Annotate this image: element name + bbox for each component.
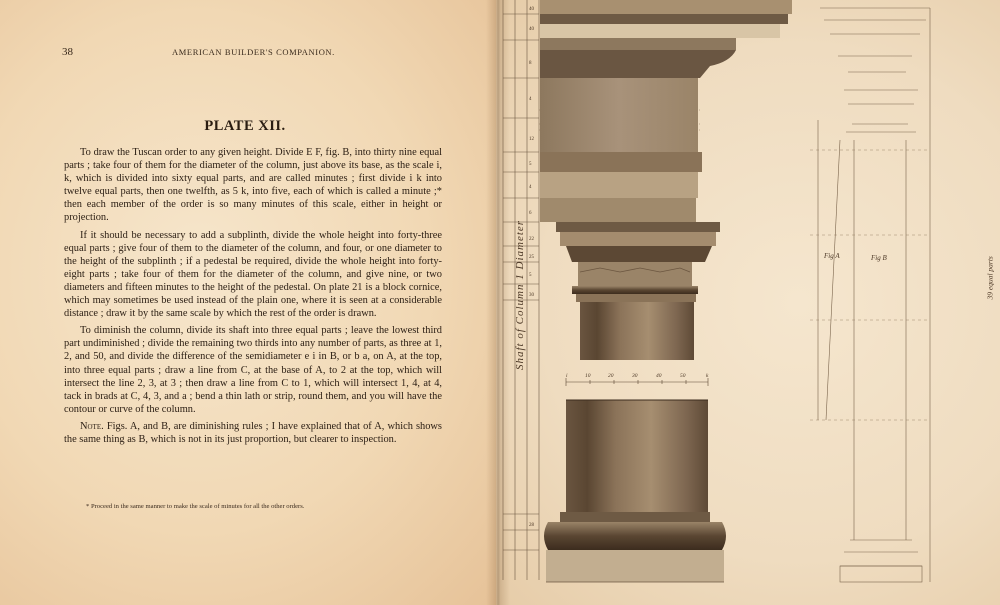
paragraph: To draw the Tuscan order to any given height. Divide E F, fig. B, into thirty nine equal parts ; take four of them for the diameter of the column, just above its base, as the scale i, k, which is divided into sixty equal parts, and are called minutes ; first divide i k into twelve equal parts, then one twelfth, as 5 k, into five, each of which is called a minute ;* then each member of the order is so many minutes of this scale, either in height or projection.: [64, 147, 442, 224]
plate-title: PLATE XII.: [204, 118, 286, 134]
scale-figure: 25: [529, 255, 534, 260]
scale-figure: 8: [529, 61, 532, 66]
footnote: * Proceed in the same manner to make the scale of minutes for all the other orders.: [86, 503, 305, 510]
scale-number: 50: [680, 373, 686, 379]
scale-figure: 4: [529, 185, 532, 190]
paragraph: If it should be necessary to add a subplinth, divide the whole height into forty-three equal parts ; give four of them to the diameter of the column, and four, or one diameter to the height of the subplinth ; if a pedestal be required, divide the whole height into forty-eight parts ; take four of them for the diameter of the column, and give nine, or two diameters and fifteen minutes to the height of the pedestal. On plate 21 is a block cornice, which may sometimes be used instead of the plain one, where it is seen at a considerable distance ; draw it by the same scale by which the rest of the order is drawn.: [64, 229, 442, 320]
scale-number: 30: [632, 373, 638, 379]
scale-number: 20: [608, 373, 614, 379]
upper-shaft: [580, 302, 694, 360]
scale-number: 10: [585, 373, 591, 379]
fig-b-label: Fig B: [871, 254, 887, 262]
scale-end-label: k: [706, 373, 709, 379]
scale-figure: 28: [529, 523, 534, 528]
note-text: Figs. A, and B, are diminishing rules ; I have explained that of A, which shows the same thing as B, which is not in its just proportion, but clearer to inspection.: [64, 420, 442, 445]
scale-figure: 40: [529, 27, 534, 32]
lower-shaft: [566, 400, 708, 512]
paragraph: To diminish the column, divide its shaft into three equal parts ; leave the lowest third part undiminished ; divide the remaining two thirds into any number of parts, as three at 1, 2, and 50, and divide the difference of the semidiameter e i in B, or b a, on A, at the top, into three equal parts ; draw a line from C, at the base of A, to 2 at the top, which will intersect the line 2, 3, at 3 ; then draw a line from C to 1, which will intersect 1, 4, at 4, tack in brads at C, 4, 3, and a ; bend a thin lath or strip, round them, and you will have the contour or curve of the column.: [64, 325, 442, 415]
scale-number: 40: [656, 373, 662, 379]
scale-figure: 6: [529, 211, 532, 216]
minutes-scale: [566, 378, 708, 386]
scale-figure: 12: [529, 137, 534, 142]
scale-figure: 30: [529, 293, 534, 298]
cornice: [540, 0, 792, 222]
outline-column-elevation: [818, 8, 930, 582]
capital: [556, 222, 720, 302]
page-number: 38: [62, 46, 73, 58]
scale-figure: 22: [529, 237, 534, 242]
note-label: Note.: [80, 420, 104, 432]
scale-start-label: i: [566, 373, 568, 379]
scale-figure: 5: [529, 273, 532, 278]
running-head-title: AMERICAN BUILDER'S COMPANION.: [172, 47, 335, 57]
fig-a-label: Fig A: [824, 252, 840, 260]
side-label: 39 equal parts: [985, 256, 995, 300]
minutes-scale-labels: [566, 372, 709, 379]
column-base: [544, 512, 726, 582]
scale-figure: 40: [529, 7, 534, 12]
scale-figure: 5: [529, 162, 532, 167]
scale-figure: 4: [529, 97, 532, 102]
book-gutter: [486, 0, 510, 605]
shaft-caption: Shaft of Column 1 Diameter: [514, 219, 526, 370]
